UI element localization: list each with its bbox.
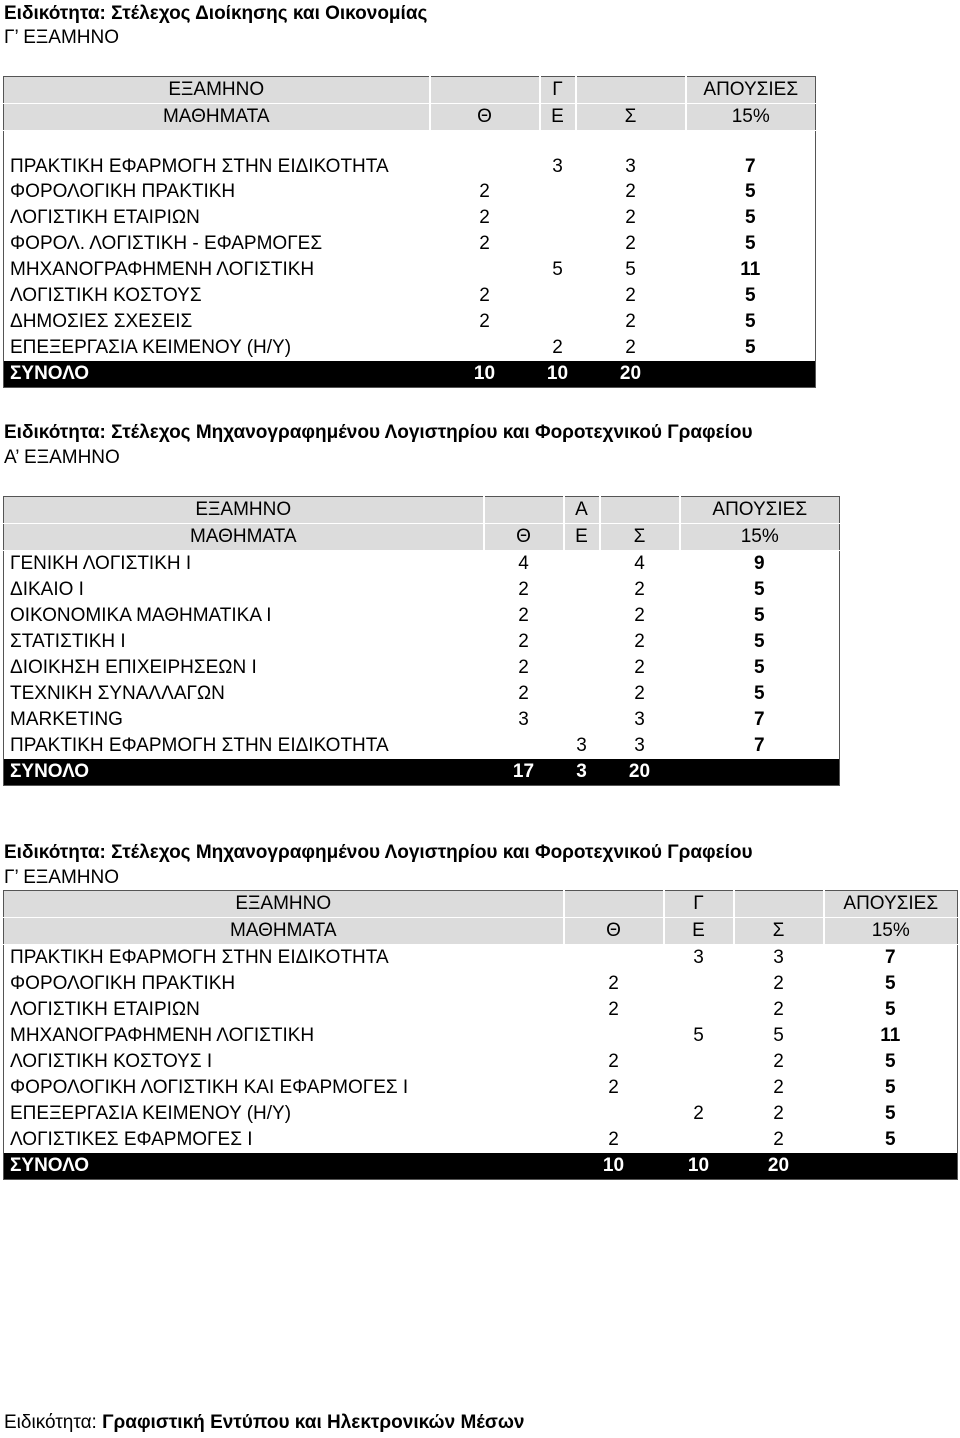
total-absences-cell	[824, 1153, 958, 1180]
course-name-cell: ΕΠΕΞΕΡΓΑΣΙΑ ΚΕΙΜΕΝΟΥ (Η/Υ)	[10, 1103, 292, 1124]
absences-cell: 5	[884, 1103, 896, 1124]
theory-hours-cell: 2	[479, 207, 490, 228]
sum-hours-cell: 2	[773, 1103, 784, 1124]
total-sum-cell: 20	[600, 759, 680, 786]
absences-cell: 7	[753, 709, 765, 730]
course-name-cell: ΠΡΑΚΤΙΚΗ ΕΦΑΡΜΟΓΗ ΣΤΗΝ ΕΙΔΙΚΟΤΗΤΑ	[10, 947, 389, 968]
exercise-header-cell: Ε	[664, 918, 734, 945]
absences-cell: 5	[744, 311, 756, 332]
sum-hours-cell: 2	[634, 631, 645, 652]
table-row	[4, 1049, 958, 1075]
header-row-semester	[4, 497, 840, 524]
theory-hours-cell: 2	[479, 181, 490, 202]
table-row	[4, 205, 816, 231]
exercise-hours-cell	[564, 655, 600, 681]
percent-header-cell: 15%	[686, 104, 816, 131]
course-name-cell: ΠΡΑΚΤΙΚΗ ΕΦΑΡΜΟΓΗ ΣΤΗΝ ΕΙΔΙΚΟΤΗΤΑ	[10, 156, 389, 177]
course-name-cell: ΦΟΡΟΛΟΓΙΚΗ ΛΟΓΙΣΤΙΚΗ ΚΑΙ ΕΦΑΡΜΟΓΕΣ Ι	[10, 1077, 409, 1098]
exercise-hours-cell	[664, 1049, 734, 1075]
sum-hours-cell: 4	[634, 553, 645, 574]
courses-header-cell: ΜΑΘΗΜΑΤΑ	[4, 524, 484, 551]
course-name-cell: ΦΟΡΟΛ. ΛΟΓΙΣΤΙΚΗ - ΕΦΑΡΜΟΓΕΣ	[10, 233, 323, 254]
absences-cell: 5	[884, 1051, 896, 1072]
course-name-cell: ΜΗΧΑΝΟΓΡΑΦΗΜΕΝΗ ΛΟΓΙΣΤΙΚΗ	[10, 259, 315, 280]
header-row-semester	[4, 77, 816, 104]
sum-header-cell: Σ	[576, 104, 686, 131]
theory-hours-cell: 2	[518, 683, 529, 704]
sum-hours-cell: 3	[625, 156, 636, 177]
courses-header-cell: ΜΑΘΗΜΑΤΑ	[4, 104, 430, 131]
theory-hours-cell: 2	[479, 311, 490, 332]
sum-header-cell: Σ	[600, 524, 680, 551]
absences-cell: 7	[753, 735, 765, 756]
theory-hours-cell: 2	[608, 1129, 619, 1150]
absences-cell: 5	[744, 207, 756, 228]
semester-label-cell: ΕΞΑΜΗΝΟ	[4, 497, 484, 524]
theory-hours-cell: 2	[518, 657, 529, 678]
table-row	[4, 707, 840, 733]
exercise-hours-cell: 5	[552, 259, 563, 280]
absences-cell: 5	[744, 181, 756, 202]
semester-label-cell: ΕΞΑΜΗΝΟ	[4, 77, 430, 104]
section2-table	[3, 496, 840, 786]
course-name-cell: ΣΤΑΤΙΣΤΙΚΗ Ι	[10, 631, 126, 652]
table-row	[4, 257, 816, 283]
course-name-cell: ΛΟΓΙΣΤΙΚΗ ΚΟΣΤΟΥΣ Ι	[10, 1051, 213, 1072]
exercise-hours-cell	[564, 551, 600, 578]
table-row	[4, 1101, 958, 1127]
sum-hours-cell: 2	[634, 605, 645, 626]
section3-semester: Γ’ ΕΞΑΜΗΝΟ	[4, 867, 120, 888]
table-row	[4, 283, 816, 309]
total-exercise-cell: 10	[540, 361, 576, 388]
course-name-cell: ΦΟΡΟΛΟΓΙΚΗ ΠΡΑΚΤΙΚΗ	[10, 181, 236, 202]
exercise-hours-cell	[564, 577, 600, 603]
table-row	[4, 603, 840, 629]
table-row	[4, 335, 816, 361]
absences-cell: 5	[753, 631, 765, 652]
absences-cell: 5	[753, 579, 765, 600]
course-name-cell: ΛΟΓΙΣΤΙΚΗ ΕΤΑΙΡΙΩΝ	[10, 207, 200, 228]
theory-header-cell: Θ	[564, 918, 664, 945]
header-blank-cell	[576, 77, 686, 104]
exercise-hours-cell	[664, 997, 734, 1023]
course-name-cell: MARKETING	[10, 709, 123, 730]
absences-cell: 5	[884, 999, 896, 1020]
exercise-hours-cell	[664, 971, 734, 997]
absences-cell: 5	[753, 657, 765, 678]
sum-hours-cell: 3	[634, 735, 645, 756]
theory-header-cell: Θ	[430, 104, 540, 131]
course-name-cell: ΕΠΕΞΕΡΓΑΣΙΑ ΚΕΙΜΕΝΟΥ (Η/Υ)	[10, 337, 292, 358]
exercise-hours-cell: 2	[693, 1103, 704, 1124]
course-name-cell: ΔΗΜΟΣΙΕΣ ΣΧΕΣΕΙΣ	[10, 311, 193, 332]
header-blank-cell	[430, 77, 540, 104]
header-row-semester	[4, 891, 958, 918]
sum-hours-cell: 2	[625, 337, 636, 358]
sum-hours-cell: 2	[773, 999, 784, 1020]
footer-specialty-line	[4, 1412, 524, 1434]
total-row	[4, 361, 816, 388]
header-blank-cell	[564, 891, 664, 918]
table-row	[4, 551, 840, 578]
absences-cell: 5	[884, 1129, 896, 1150]
total-label-cell: ΣΥΝΟΛΟ	[4, 361, 430, 388]
table-row	[4, 681, 840, 707]
theory-hours-cell: 3	[518, 709, 529, 730]
semester-value-cell: Α	[564, 497, 600, 524]
theory-header-cell: Θ	[484, 524, 564, 551]
sum-hours-cell: 2	[625, 207, 636, 228]
exercise-hours-cell	[540, 179, 576, 205]
sum-hours-cell: 3	[634, 709, 645, 730]
header-blank-cell	[734, 891, 824, 918]
table-row	[4, 655, 840, 681]
table-row	[4, 1075, 958, 1101]
sum-hours-cell: 3	[773, 947, 784, 968]
theory-hours-cell: 2	[608, 1051, 619, 1072]
footer-specialty: Γραφιστική Εντύπου και Ηλεκτρονικών Μέσων	[102, 1412, 525, 1433]
sum-hours-cell: 2	[634, 683, 645, 704]
theory-hours-cell: 2	[479, 233, 490, 254]
percent-header-cell: 15%	[680, 524, 840, 551]
absences-cell: 5	[744, 233, 756, 254]
header-row-columns	[4, 104, 816, 131]
theory-hours-cell: 2	[608, 973, 619, 994]
theory-hours-cell	[430, 131, 540, 180]
sum-hours-cell: 2	[625, 285, 636, 306]
table-row	[4, 1127, 958, 1153]
section1-semester: Γ’ ΕΞΑΜΗΝΟ	[4, 27, 120, 48]
total-theory-cell: 10	[564, 1153, 664, 1180]
sum-hours-cell: 2	[634, 579, 645, 600]
total-row	[4, 1153, 958, 1180]
exercise-hours-cell	[664, 1075, 734, 1101]
courses-header-cell: ΜΑΘΗΜΑΤΑ	[4, 918, 564, 945]
section3-table	[3, 890, 958, 1180]
exercise-hours-cell	[564, 603, 600, 629]
exercise-hours-cell	[540, 231, 576, 257]
total-sum-cell: 20	[576, 361, 686, 388]
total-theory-cell: 17	[484, 759, 564, 786]
absences-cell: 7	[744, 156, 756, 177]
exercise-hours-cell: 2	[552, 337, 563, 358]
total-label-cell: ΣΥΝΟΛΟ	[4, 759, 484, 786]
theory-hours-cell	[564, 1101, 664, 1127]
header-blank-cell	[600, 497, 680, 524]
percent-header-cell: 15%	[824, 918, 958, 945]
table-row	[4, 309, 816, 335]
exercise-hours-cell: 3	[576, 735, 587, 756]
absences-cell: 5	[884, 973, 896, 994]
sum-hours-cell: 2	[773, 1051, 784, 1072]
absences-header-cell: ΑΠΟΥΣΙΕΣ	[686, 77, 816, 104]
course-name-cell: ΔΙΚΑΙΟ Ι	[10, 579, 84, 600]
theory-hours-cell: 2	[518, 579, 529, 600]
header-row-columns	[4, 524, 840, 551]
absences-cell: 5	[884, 1077, 896, 1098]
section2-heading: Ειδικότητα: Στέλεχος Μηχανογραφημένου Λογιστηρίου και Φοροτεχνικού Γραφείου	[4, 422, 753, 443]
total-theory-cell: 10	[430, 361, 540, 388]
theory-hours-cell: 4	[518, 553, 529, 574]
exercise-hours-cell	[540, 309, 576, 335]
sum-hours-cell: 2	[625, 181, 636, 202]
course-name-cell: ΦΟΡΟΛΟΓΙΚΗ ΠΡΑΚΤΙΚΗ	[10, 973, 236, 994]
semester-value-cell: Γ	[664, 891, 734, 918]
absences-cell: 11	[740, 259, 761, 280]
course-name-cell: ΠΡΑΚΤΙΚΗ ΕΦΑΡΜΟΓΗ ΣΤΗΝ ΕΙΔΙΚΟΤΗΤΑ	[10, 735, 389, 756]
sum-hours-cell: 2	[625, 233, 636, 254]
exercise-hours-cell: 5	[693, 1025, 704, 1046]
table-row	[4, 577, 840, 603]
total-absences-cell	[680, 759, 840, 786]
table-row	[4, 1023, 958, 1049]
theory-hours-cell	[484, 733, 564, 759]
course-name-cell: ΛΟΓΙΣΤΙΚΗ ΚΟΣΤΟΥΣ	[10, 285, 202, 306]
sum-hours-cell: 2	[625, 311, 636, 332]
exercise-hours-cell	[540, 205, 576, 231]
table-row	[4, 733, 840, 759]
course-name-cell: ΜΗΧΑΝΟΓΡΑΦΗΜΕΝΗ ΛΟΓΙΣΤΙΚΗ	[10, 1025, 315, 1046]
absences-cell: 7	[884, 947, 896, 968]
theory-hours-cell: 2	[518, 605, 529, 626]
absences-cell: 5	[753, 605, 765, 626]
table-row	[4, 629, 840, 655]
total-absences-cell	[686, 361, 816, 388]
course-name-cell: ΓΕΝΙΚΗ ΛΟΓΙΣΤΙΚΗ Ι	[10, 553, 192, 574]
sum-hours-cell: 2	[773, 973, 784, 994]
table-row	[4, 971, 958, 997]
course-name-cell: ΛΟΓΙΣΤΙΚΕΣ ΕΦΑΡΜΟΓΕΣ Ι	[10, 1129, 253, 1150]
theory-hours-cell	[430, 257, 540, 283]
table-row	[4, 131, 816, 180]
total-row	[4, 759, 840, 786]
header-row-columns	[4, 918, 958, 945]
absences-cell: 11	[880, 1025, 901, 1046]
absences-cell: 9	[753, 553, 765, 574]
semester-value-cell: Γ	[540, 77, 576, 104]
exercise-hours-cell	[540, 283, 576, 309]
total-sum-cell: 20	[734, 1153, 824, 1180]
theory-hours-cell	[430, 335, 540, 361]
absences-header-cell: ΑΠΟΥΣΙΕΣ	[680, 497, 840, 524]
header-blank-cell	[484, 497, 564, 524]
course-name-cell: ΟΙΚΟΝΟΜΙΚΑ ΜΑΘΗΜΑΤΙΚΑ Ι	[10, 605, 272, 626]
exercise-header-cell: Ε	[540, 104, 576, 131]
table-row	[4, 997, 958, 1023]
table-row	[4, 231, 816, 257]
sum-header-cell: Σ	[734, 918, 824, 945]
theory-hours-cell: 2	[608, 1077, 619, 1098]
section1-heading: Ειδικότητα: Στέλεχος Διοίκησης και Οικονομίας	[4, 3, 428, 24]
exercise-hours-cell: 3	[693, 947, 704, 968]
section1-table	[3, 76, 816, 388]
sum-hours-cell: 2	[773, 1129, 784, 1150]
exercise-header-cell: Ε	[564, 524, 600, 551]
table-row	[4, 179, 816, 205]
semester-label-cell: ΕΞΑΜΗΝΟ	[4, 891, 564, 918]
sum-hours-cell: 2	[773, 1077, 784, 1098]
sum-hours-cell: 5	[625, 259, 636, 280]
section3-heading: Ειδικότητα: Στέλεχος Μηχανογραφημένου Λογιστηρίου και Φοροτεχνικού Γραφείου	[4, 842, 753, 863]
theory-hours-cell: 2	[608, 999, 619, 1020]
footer-prefix: Ειδικότητα:	[4, 1412, 103, 1433]
course-name-cell: ΛΟΓΙΣΤΙΚΗ ΕΤΑΙΡΙΩΝ	[10, 999, 200, 1020]
sum-hours-cell: 2	[634, 657, 645, 678]
section2-semester: Α’ ΕΞΑΜΗΝΟ	[4, 447, 120, 468]
course-name-cell: ΤΕΧΝΙΚΗ ΣΥΝΑΛΛΑΓΩΝ	[10, 683, 225, 704]
total-label-cell: ΣΥΝΟΛΟ	[4, 1153, 564, 1180]
theory-hours-cell: 2	[518, 631, 529, 652]
absences-cell: 5	[744, 337, 756, 358]
theory-hours-cell	[564, 945, 664, 972]
absences-cell: 5	[753, 683, 765, 704]
absences-cell: 5	[744, 285, 756, 306]
total-exercise-cell: 3	[564, 759, 600, 786]
theory-hours-cell	[564, 1023, 664, 1049]
sum-hours-cell: 5	[773, 1025, 784, 1046]
theory-hours-cell: 2	[479, 285, 490, 306]
absences-header-cell: ΑΠΟΥΣΙΕΣ	[824, 891, 958, 918]
total-exercise-cell: 10	[664, 1153, 734, 1180]
exercise-hours-cell: 3	[552, 156, 563, 177]
exercise-hours-cell	[564, 681, 600, 707]
exercise-hours-cell	[564, 707, 600, 733]
exercise-hours-cell	[664, 1127, 734, 1153]
exercise-hours-cell	[564, 629, 600, 655]
course-name-cell: ΔΙΟΙΚΗΣΗ ΕΠΙΧΕΙΡΗΣΕΩΝ Ι	[10, 657, 257, 678]
table-row	[4, 945, 958, 972]
